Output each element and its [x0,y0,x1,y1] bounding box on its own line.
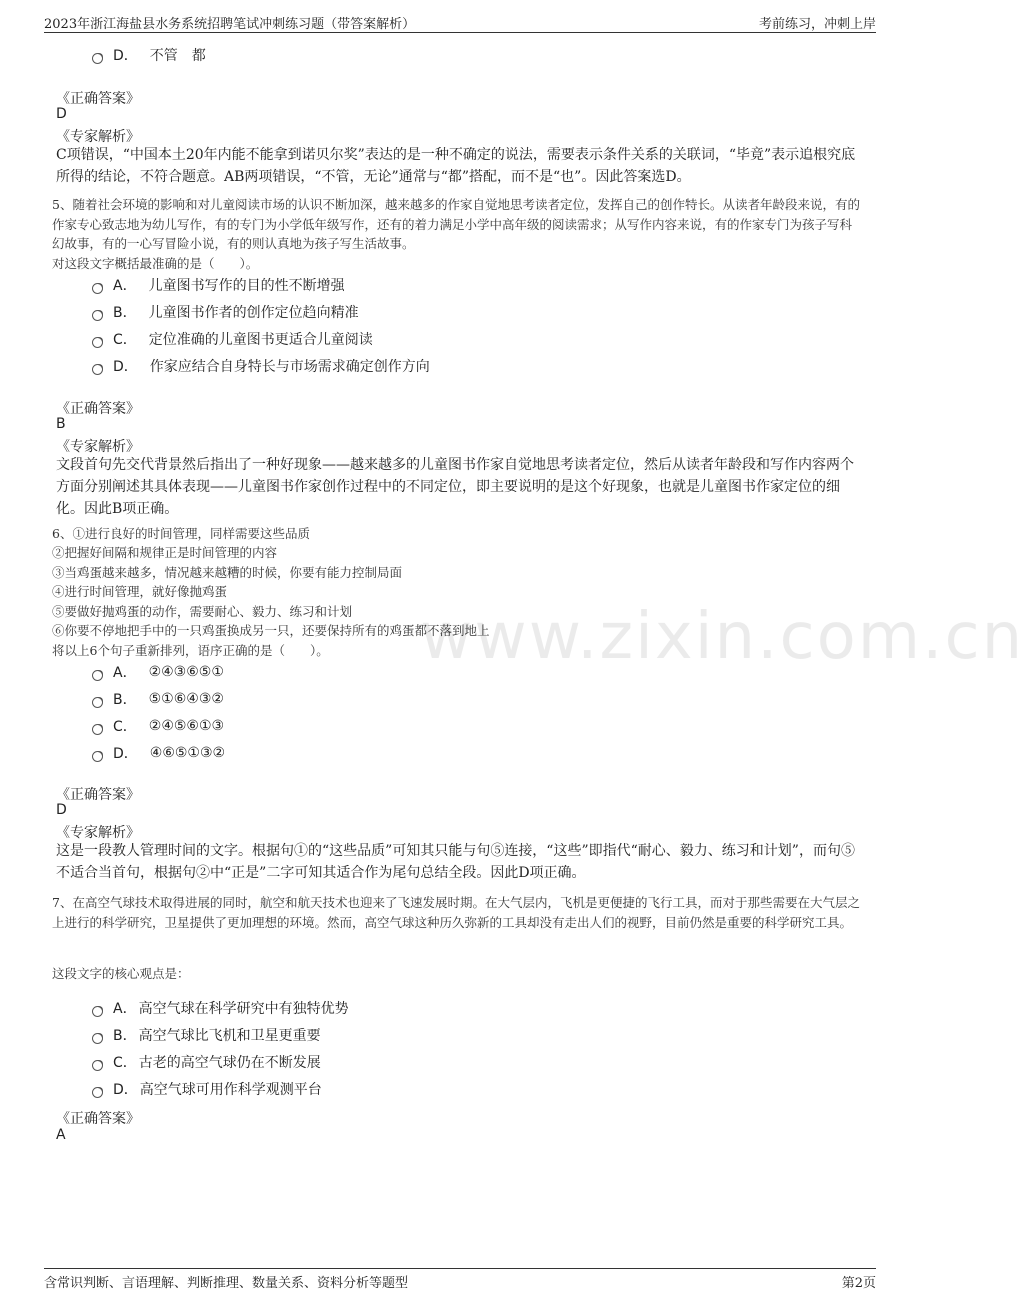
q4-analysis: C项错误，“中国本土20年内能不能拿到诺贝尔奖”表达的是一种不确定的说法，需要表示条件关系的关联词，“毕竟”表示追根究底所得的结论，不符合题意。AB两项错误，“不管，无论”通常与“都”搭配，而不是“也”。因此答案选D。 [56,147,856,185]
q5-stem: 5、随着社会环境的影响和对儿童阅读市场的认识不断加深，越来越多的作家自觉地思考读者定位，发挥自己的创作特长。从读者年龄段来说，有的作家专心致志地为幼儿写作，有的专门为小学低年级写作，还有的着力满足小学中高年级的阅读需求；从写作内容来说，有的作家专门为孩子写科幻故事，有的一心写冒险小说，有的则认真地为孩子写生活故事。 [52,197,860,251]
q6-line-3: ③当鸡蛋越来越多，情况越来越糟的时候，你要有能力控制局面 [52,565,403,580]
radio-icon[interactable] [92,1033,103,1044]
option-text: 高空气球可用作科学观测平台 [139,1082,322,1098]
q4-option-d[interactable] [92,44,206,66]
q6-answer-label: 《正确答案》 [56,787,140,803]
option-text: ②④⑤⑥①③ [148,718,225,734]
q5-ask: 对这段文字概括最准确的是（ ）。 [52,256,259,271]
q4-answer: D [56,106,67,122]
option-label: D． [113,48,138,64]
option-text: ⑤①⑥④③② [148,691,224,707]
option-label: B． [113,305,137,321]
option-text: 不管 都 [149,48,206,64]
q6-analysis: 这是一段教人管理时间的文字。根据句①的“这些品质”可知其只能与句⑤连接，“这些”即指代“耐心、毅力、练习和计划”，而句⑤不适合当首句，根据句②中“正是”二字可知其适合作为尾句总结全段。因此D项正确。 [56,843,855,881]
q6-answer: D [56,802,67,818]
q4-analysis-label: 《专家解析》 [56,129,140,145]
q7-option-b[interactable] [92,1024,321,1046]
radio-icon[interactable] [92,724,103,735]
option-label: A． [113,278,137,294]
radio-icon[interactable] [92,1060,103,1071]
option-label: C． [113,332,137,348]
q5-option-c[interactable] [92,328,373,350]
q6-analysis-label: 《专家解析》 [56,825,140,841]
q7-answer: A [56,1127,66,1143]
page-footer [44,1268,876,1291]
q7-answer-label: 《正确答案》 [56,1111,140,1127]
q5-analysis: 文段首句先交代背景然后指出了一种好现象——越来越多的儿童图书作家自觉地思考读者定位，然后从读者年龄段和写作内容两个方面分别阐述其具体表现——儿童图书作家创作过程中的不同定位，即主要说明的是这个好现象，也就是儿童图书作家定位的细化。因此B项正确。 [56,457,854,517]
radio-icon[interactable] [92,670,103,681]
q6-option-d[interactable] [92,742,225,764]
option-text: ④⑥⑤①③② [149,745,226,761]
q5-answer-label: 《正确答案》 [56,401,140,417]
q6-option-c[interactable] [92,715,224,737]
radio-icon[interactable] [92,364,103,375]
page-number: 第2页 [841,1276,876,1291]
q4-answer-label: 《正确答案》 [56,91,140,107]
option-text: 高空气球比飞机和卫星更重要 [138,1028,321,1044]
radio-icon[interactable] [92,697,103,708]
q6-line-6: ⑥你要不停地把手中的一只鸡蛋换成另一只，还要保持所有的鸡蛋都不落到地上 [52,623,490,638]
q7-option-a[interactable] [92,997,349,1019]
q6-option-a[interactable] [92,661,224,683]
option-text: 定位准确的儿童图书更适合儿童阅读 [148,332,373,348]
option-text: 古老的高空气球仍在不断发展 [138,1055,321,1071]
option-text: ②④③⑥⑤① [148,664,224,680]
header-slogan: 考前练习，冲刺上岸 [758,17,876,32]
q5-answer: B [56,416,66,432]
option-label: C． [113,719,137,735]
radio-icon[interactable] [92,1087,103,1098]
q5-option-d[interactable] [92,355,430,377]
q6-line-4: ④进行时间管理，就好像抛鸡蛋 [52,584,228,599]
radio-icon[interactable] [92,310,103,321]
radio-icon[interactable] [92,1006,103,1017]
q6-option-b[interactable] [92,688,224,710]
header-title: 2023年浙江海盐县水务系统招聘笔试冲刺练习题（带答案解析） [44,17,416,32]
q5-analysis-label: 《专家解析》 [56,439,140,455]
option-text: 儿童图书作者的创作定位趋向精准 [148,305,359,321]
q6-line-2: ②把握好间隔和规律正是时间管理的内容 [52,545,278,560]
radio-icon[interactable] [92,337,103,348]
q7-option-c[interactable] [92,1051,321,1073]
q7-option-d[interactable] [92,1078,322,1100]
q7-ask: 这段文字的核心观点是： [52,966,190,981]
q7-stem: 7、在高空气球技术取得进展的同时，航空和航天技术也迎来了飞速发展时期。在大气层内，飞机是更便捷的飞行工具，而对于那些需要在大气层之上进行的科学研究，卫星提供了更加理想的环境。然而，高空气球这种历久弥新的工具却没有走出人们的视野，目前仍然是重要的科学研究工具。 [52,895,860,930]
option-label: B． [113,1028,137,1044]
q6-line-5: ⑤要做好抛鸡蛋的动作，需要耐心、毅力、练习和计划 [52,604,353,619]
option-label: D． [113,1082,138,1098]
option-label: D． [113,746,138,762]
option-label: A． [113,665,137,681]
option-label: D． [113,359,138,375]
option-text: 作家应结合自身特长与市场需求确定创作方向 [149,359,430,375]
q6-line-1: 6、①进行良好的时间管理，同样需要这些品质 [52,526,310,541]
option-label: C． [113,1055,137,1071]
footer-text: 含常识判断、言语理解、判断推理、数量关系、资料分析等题型 [44,1276,409,1291]
option-label: A． [113,1001,137,1017]
radio-icon[interactable] [92,283,103,294]
q6-ask: 将以上6个句子重新排列，语序正确的是（ ）。 [52,643,329,658]
option-text: 儿童图书写作的目的性不断增强 [148,278,345,294]
radio-icon[interactable] [92,751,103,762]
option-text: 高空气球在科学研究中有独特优势 [138,1001,349,1017]
page-header [44,10,876,33]
q5-option-a[interactable] [92,274,345,296]
watermark: www.zixin.com.cn [420,600,1024,674]
q5-option-b[interactable] [92,301,359,323]
option-label: B． [113,692,137,708]
radio-icon[interactable] [92,53,103,64]
